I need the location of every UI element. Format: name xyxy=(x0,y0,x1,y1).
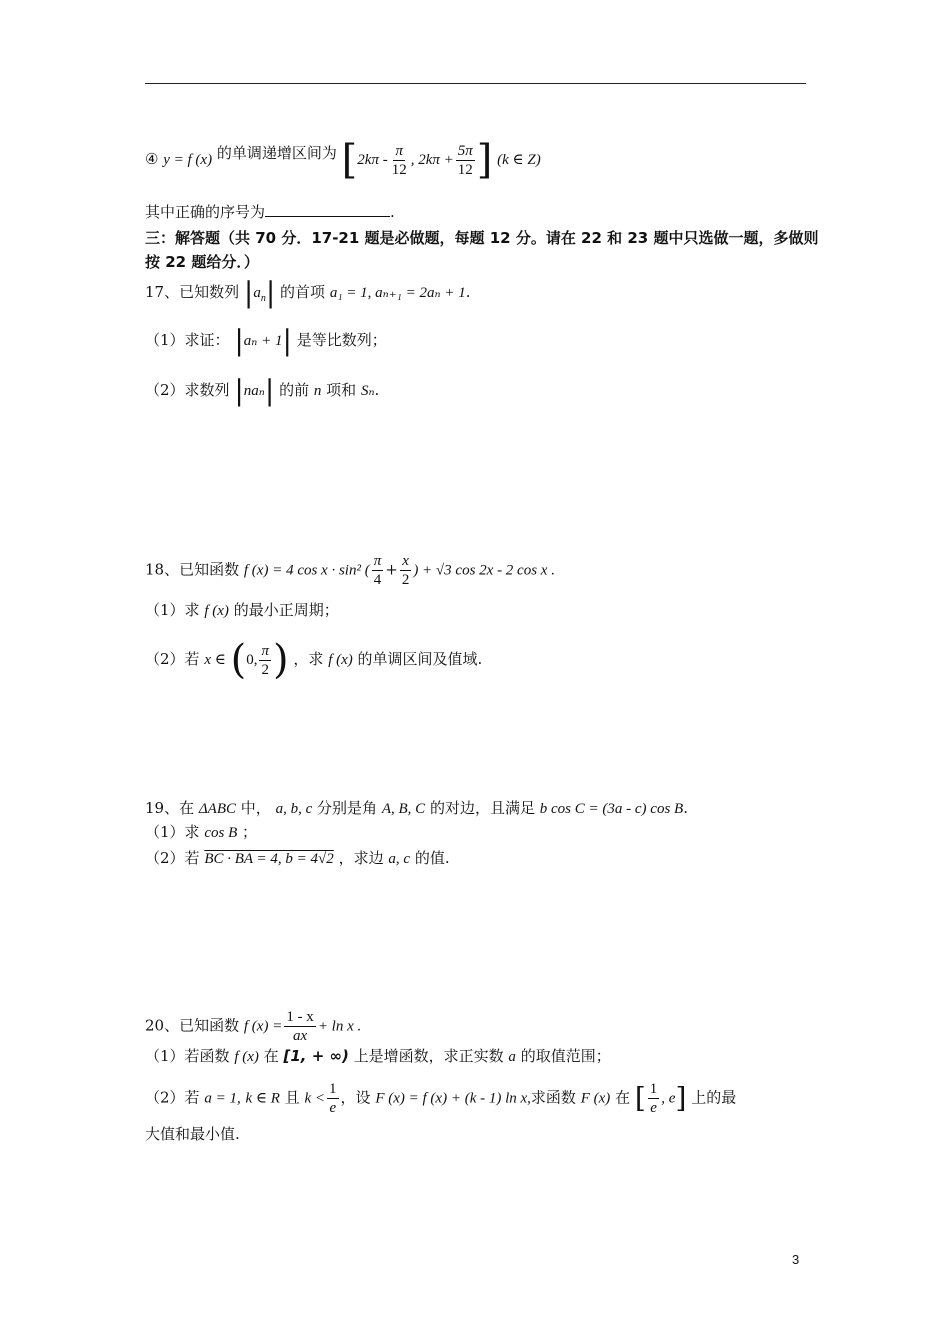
bracket-right: ] xyxy=(476,137,493,183)
q19-text3: 的对边，且满足 xyxy=(429,799,535,817)
q19-p2-vec: BC · BA = 4, b = 4√2 xyxy=(204,851,334,867)
frac-pi-12: $\frac{\pi}{12}$ xyxy=(391,142,407,178)
paren-left: ( xyxy=(230,637,247,683)
q20-p2-text2: 求函数 xyxy=(530,1088,576,1107)
q18-p2-f: f (x) xyxy=(328,652,353,668)
q18-p2-int-a: 0, xyxy=(246,652,258,668)
q20-p1-f: f (x) xyxy=(234,1049,259,1065)
q20-p2-int-frac: $\frac{1}{e}$ xyxy=(649,1081,658,1116)
q19-p2-text: ，求边 xyxy=(338,849,384,867)
q17-text1: 的首项 xyxy=(280,283,326,301)
q20-p2-text3: 在 xyxy=(615,1088,631,1107)
q19-cond: b cos C = (3a - c) cos B xyxy=(539,801,684,817)
q20-p2-and: 且 xyxy=(284,1088,300,1107)
q17-end: . xyxy=(465,283,471,301)
q20-p2-a: a = 1, xyxy=(204,1090,241,1107)
q18-p2-x: x ∈ xyxy=(204,652,226,668)
q19-line xyxy=(145,798,688,819)
q18-p2-frac: $\frac{\pi}{2}$ xyxy=(261,642,269,678)
answer-blank xyxy=(265,202,390,217)
q17-p1-label: （1）求证： xyxy=(145,331,230,349)
section3-line2: 按 22 题给分．） xyxy=(145,253,259,271)
q18-func-b: ) + √3 cos 2x - 2 cos x . xyxy=(413,562,555,579)
q19-p1-label: （1）求 xyxy=(145,823,200,841)
q19-text2: 分别是角 xyxy=(317,799,378,817)
q17-line xyxy=(145,276,471,309)
q20-p2-label: （2）若 xyxy=(145,1088,200,1107)
q19-text1: 中， xyxy=(240,799,271,817)
q19-head: 19、在 xyxy=(145,799,195,817)
q17-p2-end: . xyxy=(374,381,380,399)
q20-p2-F: F (x) = f (x) + (k - 1) ln x, xyxy=(375,1090,531,1107)
q19-p2-label: （2）若 xyxy=(145,849,200,867)
q20-p2-F2: F (x) xyxy=(580,1090,611,1107)
q17-p2-text2: 项和 xyxy=(326,381,357,399)
q20-p1-text2: 上是增函数，求正实数 xyxy=(353,1047,504,1065)
q18-frac-pi-4: $\frac{\pi}{4}$ xyxy=(373,553,382,588)
q17-p2-text1: 的前 xyxy=(279,381,310,399)
q17-part1 xyxy=(145,324,387,357)
bracket-left: [ xyxy=(634,1081,646,1115)
q18-head: 18、已知函数 xyxy=(145,560,240,579)
q19-p2-end: 的值. xyxy=(414,849,450,867)
q20-p1-int: [1, + ∞) xyxy=(283,1047,349,1065)
brace-right: | xyxy=(265,276,276,309)
q18-p2-text1: ，求 xyxy=(293,650,324,668)
q20-p2-text1: ，设 xyxy=(340,1088,371,1107)
item4-text: 的单调递增区间为 xyxy=(216,144,337,162)
item4-label: ④ xyxy=(145,150,159,168)
q18-part2 xyxy=(145,637,483,683)
q18-frac-x-2: $\frac{x}{2}$ xyxy=(401,553,410,588)
brace-left: | xyxy=(234,324,244,357)
q20-tail: + ln x . xyxy=(317,1018,362,1035)
q17-p2-label: （2）求数列 xyxy=(145,381,230,399)
q17-cond: a₁ = 1, aₙ₊₁ = 2aₙ + 1 xyxy=(329,285,466,301)
header-rule xyxy=(145,83,806,84)
q20-p2-text4: 上的最 xyxy=(691,1088,737,1107)
q20-part2 xyxy=(145,1080,736,1117)
q20-f: f (x) = xyxy=(243,1018,283,1035)
brace-left: | xyxy=(234,374,244,407)
q20-p2-k: k ∈ R xyxy=(245,1090,280,1107)
q18-plus: + xyxy=(385,560,398,579)
q19-ABC: A, B, C xyxy=(381,801,426,817)
q18-p1-text: 的最小正周期； xyxy=(233,601,339,619)
item4-func: y = f (x) xyxy=(163,152,213,168)
page-number: 3 xyxy=(792,1252,800,1267)
bracket-right: ] xyxy=(675,1081,687,1115)
q17-p1-expr: aₙ + 1 xyxy=(243,333,283,349)
q19-abc: a, b, c xyxy=(275,801,313,817)
q17-p2-expr: naₙ xyxy=(243,383,265,399)
answer-prompt: 其中正确的序号为 xyxy=(145,203,266,221)
brace-right: | xyxy=(282,324,292,357)
q18-p1-label: （1）求 xyxy=(145,601,200,619)
q19-p1-expr: cos B xyxy=(204,825,238,841)
q17-part2 xyxy=(145,374,380,407)
q18-p1-f: f (x) xyxy=(204,603,229,619)
q17-head: 17、已知数列 xyxy=(145,283,240,301)
q18-part1 xyxy=(145,600,339,621)
q19-p2-ac: a, c xyxy=(388,851,411,867)
q20-part1 xyxy=(145,1046,611,1067)
frac-5pi-12: $\frac{5\pi}{12}$ xyxy=(457,142,473,178)
q19-end: . xyxy=(683,799,688,817)
q20-part2-line2: 大值和最小值. xyxy=(145,1125,240,1143)
q20-head: 20、已知函数 xyxy=(145,1016,240,1035)
item4-line xyxy=(145,137,541,183)
q20-p1-a: a xyxy=(508,1049,516,1065)
bracket-left: [ xyxy=(341,137,358,183)
interval-b: , 2kπ + xyxy=(410,152,454,168)
q17-seq: a xyxy=(253,285,261,301)
q20-p1-label: （1）若函数 xyxy=(145,1047,230,1065)
q17-p2-S: Sₙ xyxy=(360,383,375,399)
brace-right: | xyxy=(264,374,275,407)
item4-cond: (k ∈ Z) xyxy=(497,152,541,168)
q20-line xyxy=(145,1008,361,1045)
q20-p1-text1: 在 xyxy=(263,1047,279,1065)
paren-right: ) xyxy=(273,637,289,683)
q19-tri: ΔABC xyxy=(198,801,237,817)
q18-p2-text2: 的单调区间及值域. xyxy=(357,650,483,668)
q17-p2-n: n xyxy=(313,383,322,399)
q19-part2 xyxy=(145,848,450,869)
section3-line1: 三：解答题（共 70 分．17-21 题是必做题，每题 12 分。请在 22 和 23 题中只选做一题，多做则 xyxy=(145,229,819,247)
brace-left: | xyxy=(243,276,254,309)
q20-p1-text3: 的取值范围； xyxy=(520,1047,611,1065)
q20-p2-kl: k < xyxy=(304,1090,326,1107)
q19-p1-end: ； xyxy=(242,823,258,841)
q17-p1-text: 是等比数列； xyxy=(296,331,387,349)
q18-func-a: f (x) = 4 cos x · sin² ( xyxy=(243,562,370,579)
answer-end: . xyxy=(390,203,395,221)
q20-frac: $\frac{1 - x}{ax}$ xyxy=(286,1009,314,1044)
answer-prompt-line xyxy=(145,202,395,222)
interval-a: 2kπ - xyxy=(357,152,388,168)
q18-line xyxy=(145,552,555,589)
q18-p2-label: （2）若 xyxy=(145,650,200,668)
q20-p2-frac: $\frac{1}{e}$ xyxy=(329,1081,337,1116)
q17-seq-sub: n xyxy=(260,293,266,304)
q19-part1 xyxy=(145,822,257,843)
q20-p2-int-e: , e xyxy=(661,1090,676,1107)
